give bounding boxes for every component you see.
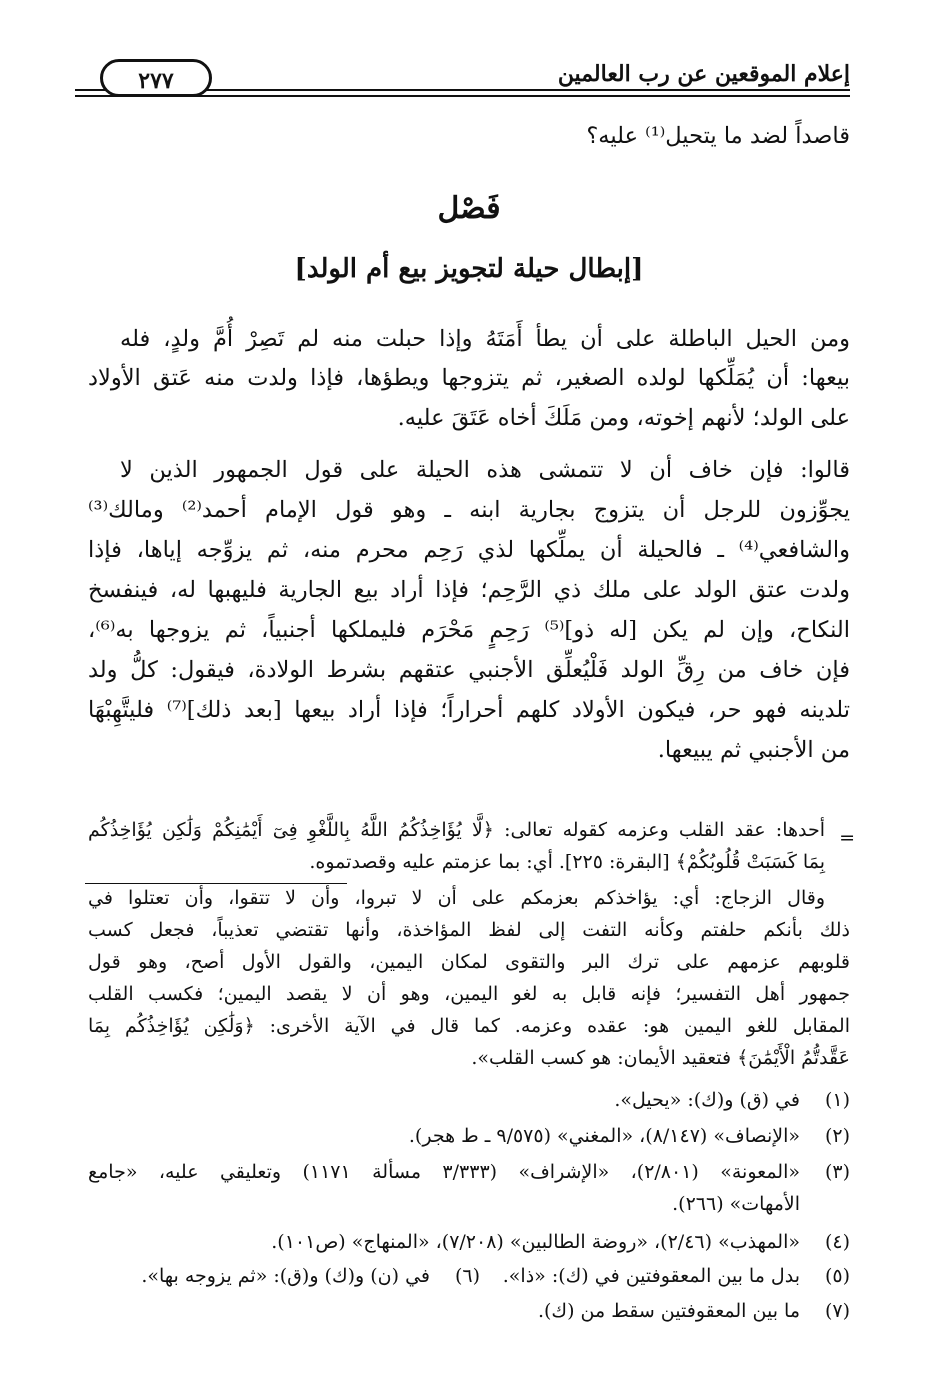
footnote-line: أحدها: عقد القلب وعزمه كقوله تعالى: ﴿لَّا يُؤَاخِذُكُمُ اللَّهُ بِاللَّغْوِ فِىٓ أَيْمَٰنِكُمْ وَلَٰكِن يُؤَاخِذُكُم: [88, 819, 825, 841]
footnote-text: في (ن) و(ك) و(ق): «ثم يزوجه بها».: [141, 1265, 430, 1287]
paragraph-line: والشافعي⁽⁴⁾ ـ فالحيلة أن يملِّكها لذي رَحِم محرم منه، ثم يزوِّجه إياها، فإذا: [88, 537, 850, 563]
paragraph-line: ومن الحيل الباطلة على أن يطأ أَمَتَهُ وإذا حبلت منه لم تَصِرْ أُمَّ ولدٍ، فله: [120, 326, 850, 352]
footnote-line: ذلك بأنكم حلفتم وكأنه التفت إلى لفظ المؤاخذة، وأنها تقتضي تعذيباً، فجعل كسب: [88, 919, 850, 941]
footnote-line: قلوبهم عزمهم على ترك البر والتقوى لمكان اليمين، والقول الأول أصح، وهو قول: [88, 951, 850, 973]
footnote-line: بِمَا كَسَبَتْ قُلُوبُكُمْ﴾ [البقرة: ٢٢٥]. أي: بما عزمتم عليه وقصدتموه.: [309, 851, 825, 873]
footnote-number: (٢): [824, 1125, 850, 1147]
running-header: [75, 55, 850, 105]
footnote-text: ما بين المعقوفتين سقط من (ك).: [537, 1300, 800, 1322]
paragraph-line: تلدينه فهو حر، فيكون الأولاد كلهم أحراراً؛ فإذا أراد بيعها [بعد ذلك]⁽⁷⁾ فليتَّهِبْهَا: [88, 697, 850, 723]
footnote-text: بدل ما بين المعقوفتين في (ك): «ذا».: [502, 1265, 800, 1287]
paragraph-line: يجوِّزون للرجل أن يتزوج بجارية ابنه ـ وهو قول الإمام أحمد⁽²⁾ ومالك⁽³⁾: [88, 497, 850, 523]
paragraph-line: على الولد؛ لأنهم إخوته، ومن مَلَكَ أخاه عَتَقَ عليه.: [397, 405, 850, 431]
footnote-line: وقال الزجاج: أي: يؤاخذكم بعزمكم على أن لا تبروا، وأن لا تتقوا، وأن تعتلوا في: [88, 887, 825, 909]
paragraph-line: النكاح، وإن لم يكن [له ذو]⁽⁵⁾ رَحِمٍ مَحْرَم فليملكها أجنبياً، ثم يزوجها به⁽⁶⁾،: [88, 617, 850, 643]
footnote-number: (٧): [824, 1300, 850, 1322]
footnote-line: جمهور أهل التفسير؛ فإنه قابل به لغو اليمين، وهو أن لا يقصد اليمين؛ فكسب القلب: [88, 983, 850, 1005]
footnote-text: الأمهات» (٢٦٦).: [672, 1193, 800, 1215]
footnote-text: في (ق) و(ك): «يحيل».: [614, 1089, 800, 1111]
footnote-number: (٤): [824, 1231, 850, 1253]
section-subtitle: [إبطال حيلة لتجويز بيع أم الولد]: [294, 254, 644, 284]
footnote-number: (٦): [454, 1265, 480, 1287]
footnote-line: عَقَّدتُّمُ الْأَيْمَٰنَ﴾ فتعقيد الأيمان: هو كسب القلب».: [471, 1047, 850, 1069]
footnote-text: «المعونة» (٢/٨٠١)، «الإشراف» (٣/٣٣٣ مسألة ١١٧١) وتعليقي عليه، «جامع: [88, 1161, 801, 1183]
section-title: فَصْل: [437, 191, 501, 226]
footnote-text: «الإنصاف» (٨/١٤٧)، «المغني» (٩/٥٧٥ ـ ط هجر).: [408, 1125, 800, 1147]
footnote-number: (٥): [824, 1265, 850, 1287]
paragraph-line: قالوا: فإن خاف أن لا تتمشى هذه الحيلة على قول الجمهور الذين لا: [120, 457, 850, 483]
footnote-number: (٣): [824, 1161, 850, 1183]
footnote-text: «المهذب» (٢/٤٦)، «روضة الطالبين» (٧/٢٠٨)، «المنهاج» (ص١٠١).: [271, 1231, 800, 1253]
footnote-line: المقابل للغو اليمين هو: عقده وعزمه. كما قال في الآية الأخرى: ﴿وَلَٰكِن يُؤَاخِذُكُم بِمَا: [88, 1015, 850, 1037]
paragraph-line: ولدت عتق الولد على ملك ذي الرَّحِم؛ فإذا أراد بيع الجارية فليهبها له، فينفسخ: [88, 577, 850, 603]
continuation-mark: =: [839, 827, 855, 849]
book-title: إعلام الموقعين عن رب العالمين: [557, 61, 850, 87]
page-number: ٢٧٧: [100, 59, 212, 97]
intro-line: قاصداً لضد ما يتحيل⁽¹⁾ عليه؟: [586, 123, 850, 149]
paragraph-line: بيعها: أن يُمَلِّكها لولده الصغير، ثم يتزوجها ويطؤها، فإذا ولدت منه عَتق الأولاد: [88, 365, 850, 391]
paragraph-line: فإن خاف من رِقِّ الولد فَلْيُعلِّق الأجنبي عتقهم بشرط الولادة، فيقول: كلُّ ولد: [88, 657, 850, 683]
footnote-number: (١): [824, 1089, 850, 1111]
paragraph-line: من الأجنبي ثم يبيعها.: [657, 737, 850, 763]
